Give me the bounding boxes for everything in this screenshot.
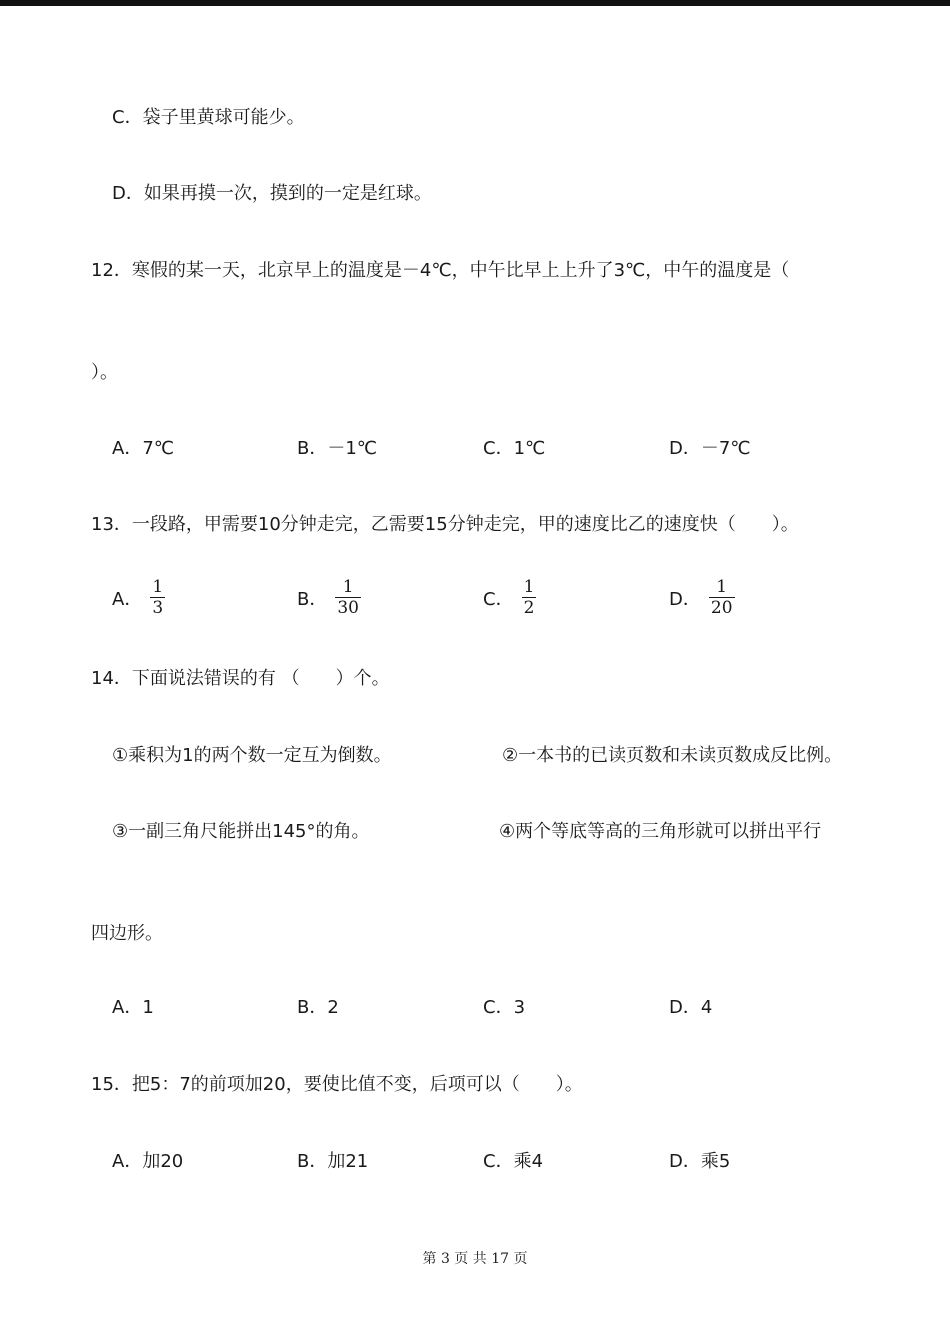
q13-option-b	[297, 578, 361, 617]
fraction	[522, 578, 537, 617]
q12-option-d: D．－7℃	[669, 438, 751, 459]
page-footer: 第 3 页 共 17 页	[422, 1251, 528, 1267]
q11-option-d: D．如果再摸一次，摸到的一定是红球。	[112, 183, 432, 204]
q12-option-c: C．1℃	[483, 438, 546, 459]
numerator: 1	[716, 577, 728, 597]
q13-option-d	[669, 578, 735, 617]
q13-option-a	[112, 578, 165, 617]
q14-stem: 14．下面说法错误的有 （ ）个。	[91, 668, 390, 689]
fraction	[709, 578, 735, 617]
q13-option-a-label: A．	[112, 588, 143, 610]
q14-option-a: A．1	[112, 997, 154, 1018]
q14-statement-3: ③一副三角尺能拼出145°的角。	[112, 821, 370, 842]
q14-statement-4: ④两个等底等高的三角形就可以拼出平行	[499, 821, 822, 842]
q13-option-c	[483, 578, 536, 617]
fraction	[335, 578, 361, 617]
q13-option-b-label: B．	[297, 588, 328, 610]
denominator: 20	[710, 598, 733, 618]
numerator: 1	[523, 577, 535, 597]
q12-stem-line1: 12．寒假的某一天，北京早上的温度是－4℃，中午比早上上升了3℃，中午的温度是（	[91, 260, 790, 281]
q14-statement-2: ②一本书的已读页数和未读页数成反比例。	[502, 745, 843, 766]
denominator: 2	[523, 598, 535, 618]
top-border	[0, 0, 950, 6]
q15-stem: 15．把5：7的前项加20，要使比值不变，后项可以（ ）。	[91, 1074, 583, 1095]
q14-statement-1: ①乘积为1的两个数一定互为倒数。	[112, 745, 392, 766]
q15-option-a: A．加20	[112, 1151, 184, 1172]
q12-option-b: B．－1℃	[297, 438, 378, 459]
denominator: 3	[152, 598, 164, 618]
q15-option-c: C．乘4	[483, 1151, 544, 1172]
q12-stem-line2: ）。	[91, 362, 118, 383]
fraction	[150, 578, 165, 617]
q11-option-c: C．袋子里黄球可能少。	[112, 107, 305, 128]
q13-stem: 13．一段路，甲需要10分钟走完，乙需要15分钟走完，甲的速度比乙的速度快（ ）。	[91, 514, 799, 535]
denominator: 30	[337, 598, 359, 618]
q12-option-a: A．7℃	[112, 438, 174, 459]
numerator: 1	[342, 577, 354, 597]
numerator: 1	[152, 577, 164, 597]
q15-option-d: D．乘5	[669, 1151, 731, 1172]
q14-option-d: D．4	[669, 997, 713, 1018]
q13-option-d-label: D．	[669, 588, 701, 610]
q15-option-b: B．加21	[297, 1151, 369, 1172]
q14-option-c: C．3	[483, 997, 526, 1018]
q14-statement-4-continued: 四边形。	[91, 923, 163, 944]
q13-option-c-label: C．	[483, 588, 514, 610]
q14-option-b: B．2	[297, 997, 339, 1018]
